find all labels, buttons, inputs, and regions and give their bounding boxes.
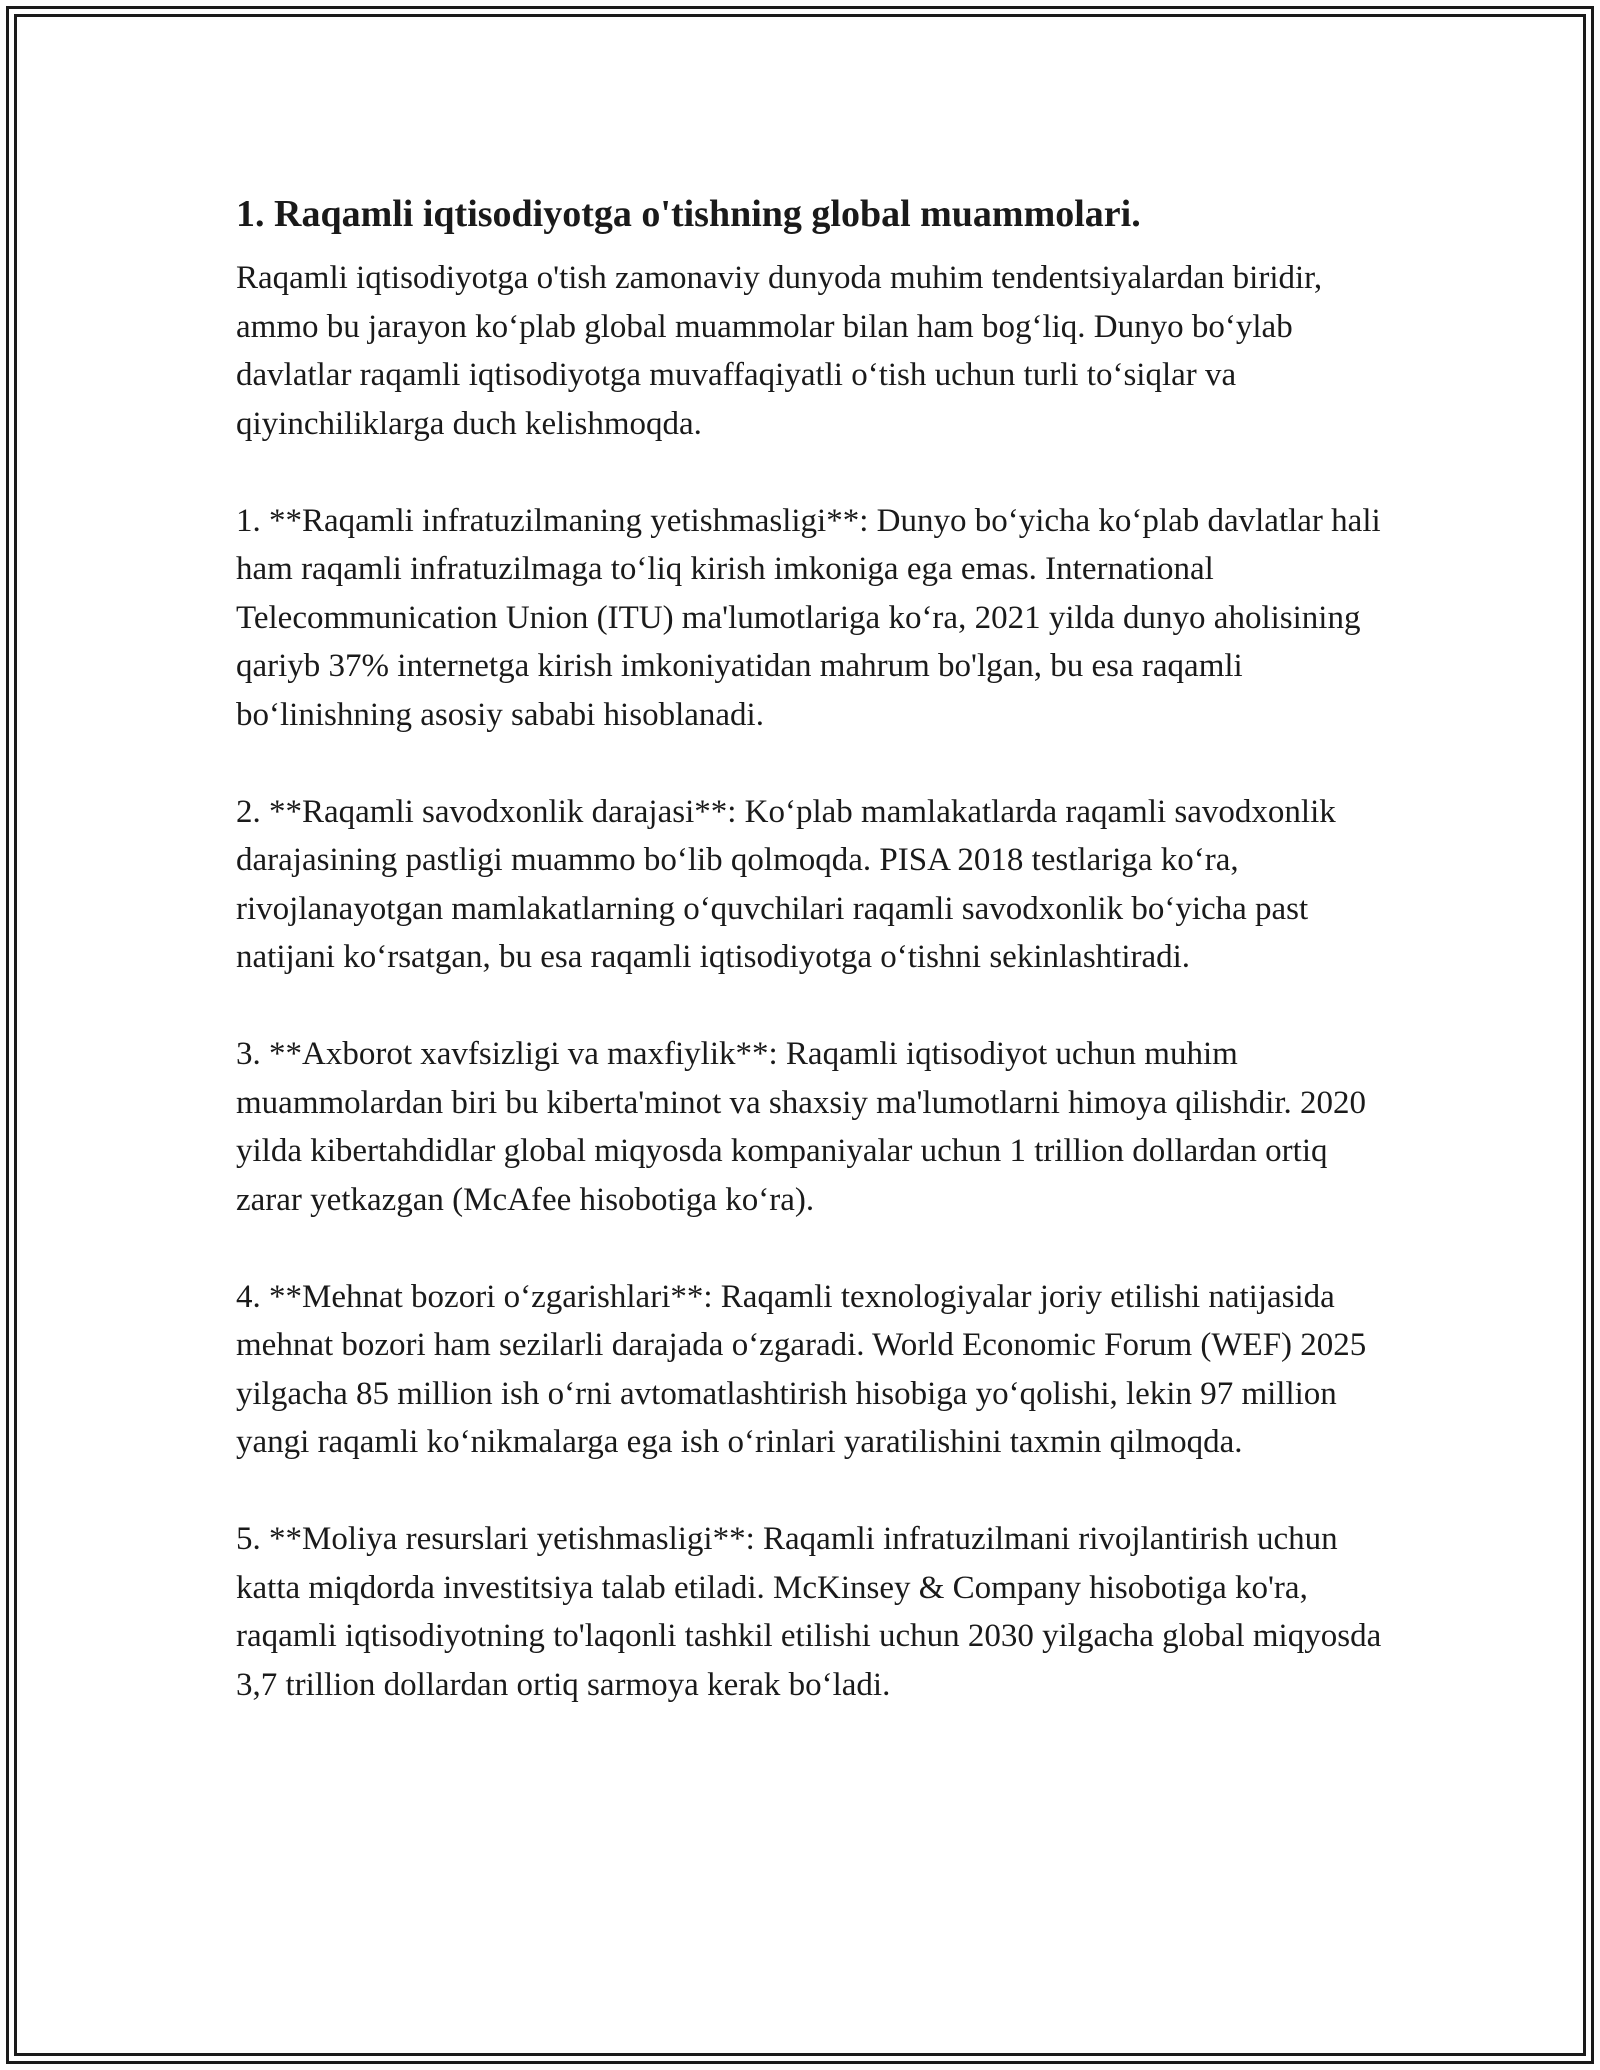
- list-item: 4. **Mehnat bozori oʻzgarishlari**: Raqamli texnologiyalar joriy etilishi natijasida mehnat bozori ham sezilarli darajada oʻzgaradi. World Economic Forum (WEF) 2025 yilgacha 85 million ish oʻrni avtomatlashtirish hisobiga yoʻqolishi, lekin 97 million yangi raqamli koʻnikmalarga ega ish oʻrinlari yaratilishini taxmin qilmoqda.: [236, 1278, 1367, 1460]
- list-item: 2. **Raqamli savodxonlik darajasi**: Koʻplab mamlakatlarda raqamli savodxonlik darajasining pastligi muammo boʻlib qolmoqda. PISA 2018 testlariga koʻra, rivojlanayotgan mamlakatlarning oʻquvchilari raqamli savodxonlik boʻyicha past natijani koʻrsatgan, bu esa raqamli iqtisodiyotga oʻtishni sekinlashtiradi.: [236, 793, 1336, 975]
- document-title: 1. Raqamli iqtisodiyotga o'tishning global muammolari.: [236, 193, 1141, 235]
- list-item: 5. **Moliya resurslari yetishmasligi**: Raqamli infratuzilmani rivojlantirish uchun katta miqdorda investitsiya talab etiladi. McKinsey & Company hisobotiga ko'ra, raqamli iqtisodiyotning to'laqonli tashkil etilishi uchun 2030 yilgacha global miqyosda 3,7 trillion dollardan ortiq sarmoya kerak boʻladi.: [236, 1521, 1382, 1703]
- document-body: [236, 188, 1386, 1709]
- list-item: 3. **Axborot xavfsizligi va maxfiylik**: Raqamli iqtisodiyot uchun muhim muammolardan biri bu kiberta'minot va shaxsiy ma'lumotlarni himoya qilishdir. 2020 yilda kibertahdidlar global miqyosda kompaniyalar uchun 1 trillion dollardan ortiq zarar yetkazgan (McAfee hisobotiga koʻra).: [236, 1036, 1367, 1218]
- list-item: 1. **Raqamli infratuzilmaning yetishmasligi**: Dunyo boʻyicha koʻplab davlatlar hali ham raqamli infratuzilmaga toʻliq kirish imkoniga ega emas. International Telecommunication Union (ITU) ma'lumotlariga koʻra, 2021 yilda dunyo aholisining qariyb 37% internetga kirish imkoniyatidan mahrum bo'lgan, bu esa raqamli boʻlinishning asosiy sababi hisoblanadi.: [236, 502, 1381, 733]
- intro-paragraph: Raqamli iqtisodiyotga o'tish zamonaviy dunyoda muhim tendentsiyalardan biridir, ammo bu jarayon koʻplab global muammolar bilan ham bogʻliq. Dunyo boʻylab davlatlar raqamli iqtisodiyotga muvaffaqiyatli oʻtish uchun turli toʻsiqlar va qiyinchiliklarga duch kelishmoqda.: [236, 260, 1323, 442]
